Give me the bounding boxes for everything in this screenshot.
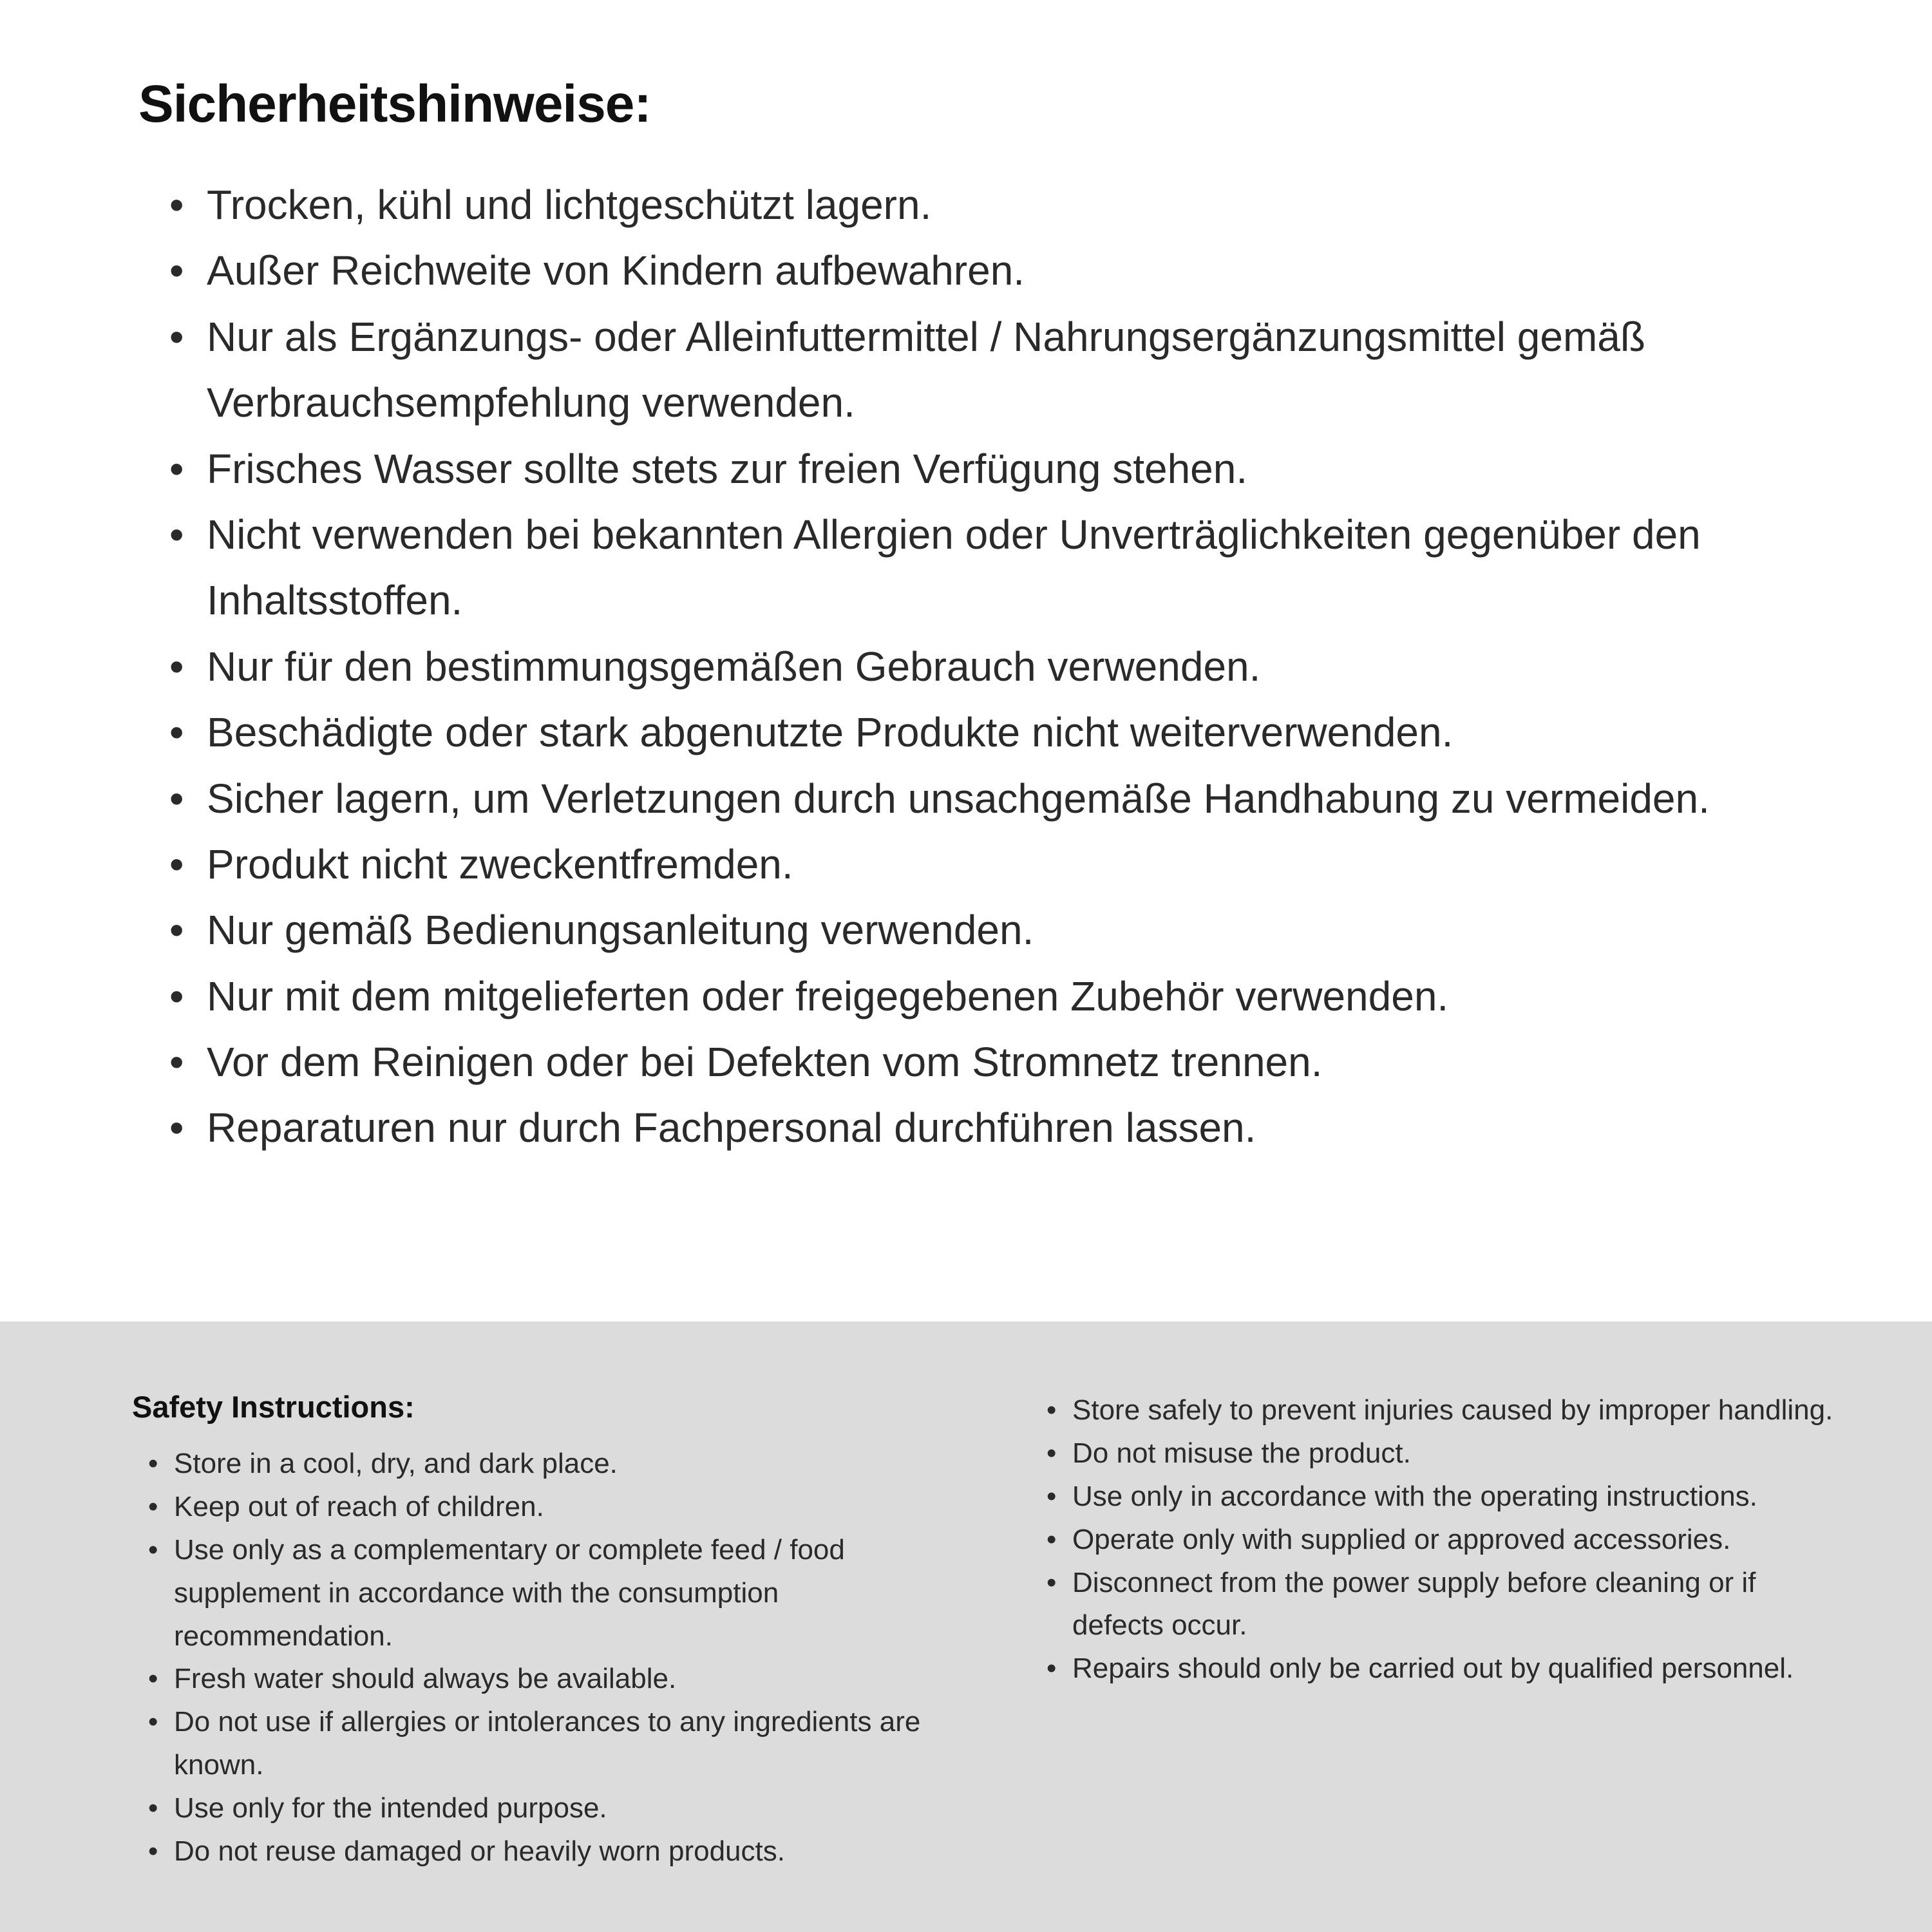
list-item	[148, 1529, 989, 1658]
list-item	[169, 172, 1803, 238]
list-item-text: Trocken, kühl und lichtgeschützt lagern.	[207, 182, 932, 228]
list-item	[1046, 1432, 1835, 1475]
list-item	[148, 1658, 989, 1701]
bullet-icon: •	[148, 1835, 158, 1867]
list-item-text: Beschädigte oder stark abgenutzte Produkte nicht weiterverwenden.	[207, 709, 1454, 756]
bullet-icon: •	[1046, 1523, 1057, 1555]
list-item	[148, 1830, 989, 1873]
bullet-icon: •	[1046, 1653, 1057, 1685]
list-item	[169, 634, 1803, 699]
list-item	[148, 1443, 989, 1486]
list-item-text: Store safely to prevent injuries caused by improper handling.	[1072, 1394, 1833, 1426]
list-item-text: Nur gemäß Bedienungsanleitung verwenden.	[207, 907, 1034, 954]
list-item-text: Produkt nicht zweckentfremden.	[207, 840, 793, 887]
bullet-icon: •	[169, 972, 184, 1019]
list-item	[169, 963, 1803, 1029]
list-item	[169, 897, 1803, 963]
bullet-icon: •	[169, 775, 184, 822]
list-item-text: Do not use if allergies or intolerances to any ingredients are known.	[174, 1706, 921, 1781]
bullet-icon: •	[148, 1448, 158, 1479]
bullet-icon: •	[148, 1490, 158, 1522]
english-section-title: Safety Instructions:	[132, 1390, 415, 1424]
bullet-icon: •	[169, 313, 184, 360]
bullet-icon: •	[1046, 1437, 1057, 1469]
list-item	[148, 1486, 989, 1529]
list-item	[169, 238, 1803, 303]
list-item-text: Do not misuse the product.	[1072, 1437, 1411, 1469]
bullet-icon: •	[169, 1104, 184, 1151]
bullet-icon: •	[1046, 1480, 1057, 1512]
bullet-icon: •	[169, 182, 184, 228]
list-item	[169, 699, 1803, 765]
bullet-icon: •	[169, 1039, 184, 1086]
bullet-icon: •	[169, 445, 184, 492]
german-instructions-list	[138, 172, 1803, 1161]
english-instructions-list-left	[132, 1443, 989, 1873]
list-item-text: Sicher lagern, um Verletzungen durch unsachgemäße Handhabung zu vermeiden.	[207, 775, 1710, 822]
list-item-text: Vor dem Reinigen oder bei Defekten vom Stromnetz trennen.	[207, 1039, 1323, 1086]
list-item-text: Use only as a complementary or complete feed / food supplement in accordance with the consumption recommendation.	[174, 1533, 845, 1652]
list-item	[169, 502, 1803, 634]
list-item-text: Use only for the intended purpose.	[174, 1792, 607, 1824]
list-item	[169, 304, 1803, 436]
german-section-title: Sicherheitshinweise:	[138, 75, 651, 133]
list-item	[169, 436, 1803, 502]
bullet-icon: •	[148, 1533, 158, 1566]
list-item	[169, 831, 1803, 897]
list-item	[1046, 1389, 1835, 1432]
bullet-icon: •	[169, 840, 184, 887]
list-item	[169, 1095, 1803, 1160]
list-item	[169, 1029, 1803, 1095]
list-item-text: Nur für den bestimmungsgemäßen Gebrauch verwenden.	[207, 643, 1261, 690]
list-item-text: Use only in accordance with the operating instructions.	[1072, 1480, 1757, 1512]
list-item	[1046, 1562, 1835, 1648]
english-instructions-list-right	[1046, 1389, 1835, 1690]
list-item	[1046, 1519, 1835, 1562]
bullet-icon: •	[169, 511, 184, 558]
bullet-icon: •	[169, 709, 184, 756]
bullet-icon: •	[148, 1706, 158, 1738]
bullet-icon: •	[169, 907, 184, 954]
english-section	[0, 1321, 1932, 1932]
english-left-column	[132, 1389, 989, 1932]
list-item-text: Keep out of reach of children.	[174, 1490, 544, 1522]
list-item-text: Repairs should only be carried out by qualified personnel.	[1072, 1653, 1794, 1685]
list-item-text: Nicht verwenden bei bekannten Allergien oder Unverträglichkeiten gegenüber den Inhaltsstoffen.	[207, 511, 1701, 624]
bullet-icon: •	[169, 643, 184, 690]
list-item-text: Operate only with supplied or approved accessories.	[1072, 1523, 1731, 1555]
list-item-text: Disconnect from the power supply before cleaning or if defects occur.	[1072, 1566, 1756, 1642]
list-item-text: Außer Reichweite von Kindern aufbewahren.	[207, 247, 1025, 294]
list-item-text: Store in a cool, dry, and dark place.	[174, 1448, 618, 1479]
bullet-icon: •	[169, 247, 184, 294]
list-item	[148, 1701, 989, 1787]
bullet-icon: •	[148, 1663, 158, 1695]
list-item	[1046, 1647, 1835, 1690]
list-item	[1046, 1475, 1835, 1519]
list-item-text: Frisches Wasser sollte stets zur freien Verfügung stehen.	[207, 445, 1248, 492]
list-item-text: Do not reuse damaged or heavily worn products.	[174, 1835, 785, 1867]
bullet-icon: •	[1046, 1394, 1057, 1426]
list-item-text: Fresh water should always be available.	[174, 1663, 677, 1695]
bullet-icon: •	[1046, 1566, 1057, 1598]
list-item-text: Reparaturen nur durch Fachpersonal durchführen lassen.	[207, 1104, 1256, 1151]
list-item-text: Nur mit dem mitgelieferten oder freigegebenen Zubehör verwenden.	[207, 972, 1449, 1019]
english-right-column	[1046, 1389, 1835, 1932]
list-item-text: Nur als Ergänzungs- oder Alleinfuttermittel / Nahrungsergänzungsmittel gemäß Verbrauchsempfehlung verwenden.	[207, 313, 1645, 426]
list-item	[148, 1787, 989, 1830]
bullet-icon: •	[148, 1792, 158, 1824]
list-item	[169, 766, 1803, 831]
